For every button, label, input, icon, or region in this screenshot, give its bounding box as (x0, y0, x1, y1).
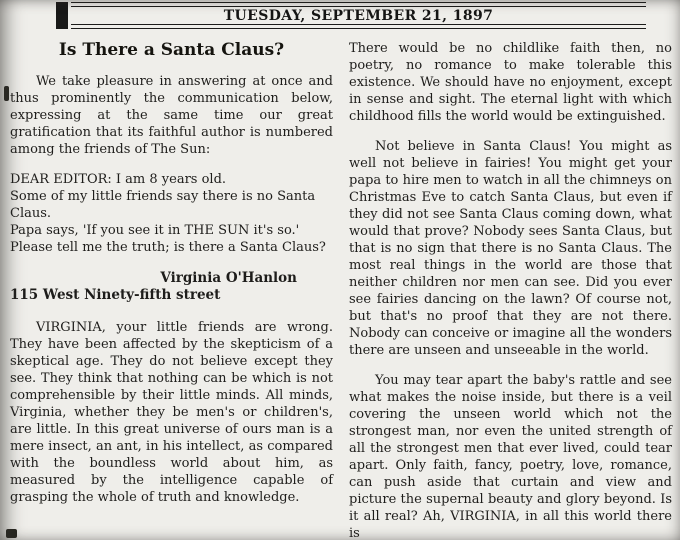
signature-address: 115 West Ninety-fifth street (10, 287, 221, 303)
letter-line: Papa says, 'If you see it in THE SUN it's so.' (10, 223, 300, 238)
date-banner (56, 2, 646, 29)
ink-mark-bottom-left (6, 529, 17, 538)
banner-rule-bottom (71, 24, 646, 29)
column-paragraph: There would be no childlike faith then, no poetry, no romance to make tolerable this existence. We should have no enjoyment, except in sense and sight. The eternal light with which childhood fills the world would be extinguished. (349, 41, 672, 124)
ink-mark-left-margin (4, 86, 9, 101)
banner-rule-top (71, 2, 646, 7)
column-paragraph: You may tear apart the baby's rattle and see what makes the noise inside, but there is a veil covering the unseen world which not the strongest man, nor even the united strength of all the strongest men that ever lived, could tear apart. Only faith, fancy, poetry, love, romance, can push aside that curtain and view and picture the supernal beauty and glory beyond. Is it all real? Ah, VIRGINIA, in all this world there is (349, 373, 672, 540)
column-paragraph: Not believe in Santa Claus! You might as well not believe in fairies! You might get your papa to hire men to watch in all the chimneys on Christmas Eve to catch Santa Claus, but even if they did not see Santa Claus coming down, what would that prove? Nobody sees Santa Claus, but that is no sign that there is no Santa Claus. The most real things in the world are those that neither children nor men can see. Did you ever see fairies dancing on the lawn? Of course not, but that's no proof that they are not there. Nobody can conceive or imagine all the wonders there are unseen and unseeable in the world. (349, 139, 672, 358)
letter-block (10, 171, 333, 256)
date-banner-inner (71, 2, 646, 29)
intro-paragraph: We take pleasure in answering at once and thus prominently the communication below, expressing at the same time our great gratification that its faithful author is numbered among the friends of The Sun: (10, 74, 333, 157)
article-title: Is There a Santa Claus? (58, 40, 285, 60)
letter-line: Please tell me the truth; is there a Santa Claus? (10, 240, 326, 255)
reply-paragraph: VIRGINIA, your little friends are wrong. They have been affected by the skepticism of a skeptical age. They do not believe except they see. They think that nothing can be which is not comprehensible by their little minds. All minds, Virginia, whether they be men's or children's, are little. In this great universe of ours man is a mere insect, an ant, in his intellect, as compared with the boundless world about him, as measured by the intelligence capable of grasping the whole of truth and knowledge. (10, 320, 333, 505)
signature-name: Virginia O'Hanlon (160, 270, 297, 286)
letter-line: DEAR EDITOR: I am 8 years old. (10, 172, 227, 187)
article-columns (0, 29, 680, 540)
date-banner-text: TUESDAY, SEPTEMBER 21, 1897 (223, 7, 494, 24)
right-column (349, 40, 672, 540)
left-column (10, 40, 333, 540)
banner-endcap-mark (56, 2, 68, 29)
letter-line: Some of my little friends say there is no Santa Claus. (10, 189, 316, 221)
